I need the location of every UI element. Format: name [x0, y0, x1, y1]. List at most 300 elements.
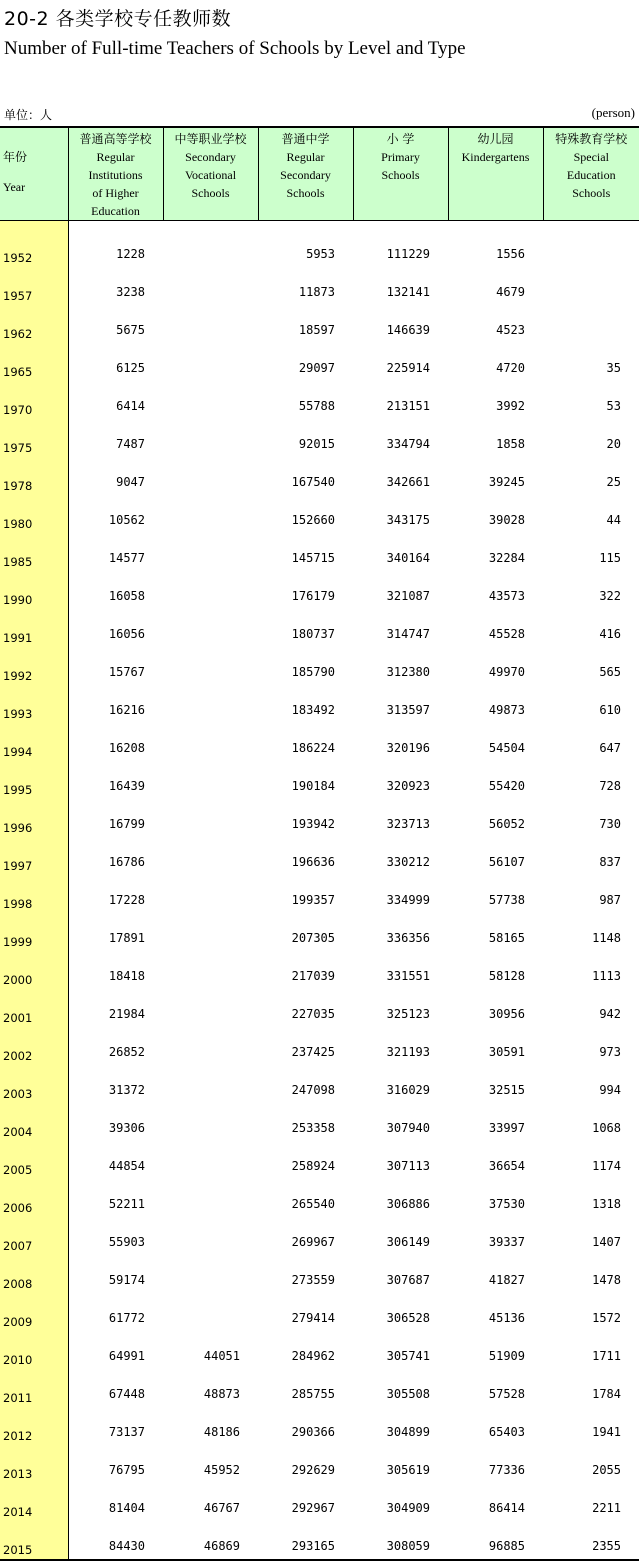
value-cell-secondary-vocational: [163, 1103, 258, 1141]
value-cell-regular-secondary: 5953: [306, 247, 335, 261]
value-cell-special-education: 35: [606, 361, 621, 375]
year-cell: 1952: [0, 221, 68, 268]
value-cell-kindergartens: 37530: [488, 1197, 525, 1211]
column-header-english-line: Schools: [572, 186, 611, 200]
column-header-english-line: Schools: [286, 186, 325, 200]
value-cell-higher-education: 52211: [108, 1197, 145, 1211]
value-cell-secondary-vocational: [163, 799, 258, 837]
value-cell-regular-secondary: 217039: [291, 969, 335, 983]
value-cell-special-education: 115: [599, 551, 621, 565]
column-header-english-line: Secondary: [280, 168, 331, 182]
value-cell-regular-secondary: 145715: [291, 551, 335, 565]
year-cell: 1962: [0, 305, 68, 343]
value-cell-higher-education: 14577: [108, 551, 145, 565]
table-row: [0, 989, 639, 1027]
year-cell: 1993: [0, 685, 68, 723]
column-header-primary: [353, 127, 448, 221]
value-cell-higher-education: 17891: [108, 931, 145, 945]
value-cell-regular-secondary: 92015: [298, 437, 335, 451]
value-cell-primary: 320196: [386, 741, 430, 755]
value-cell-secondary-vocational: [163, 761, 258, 799]
value-cell-regular-secondary: 273559: [291, 1273, 335, 1287]
year-cell: 1985: [0, 533, 68, 571]
value-cell-primary: 325123: [386, 1007, 430, 1021]
value-cell-higher-education: 76795: [108, 1463, 145, 1477]
column-header-english-line: Special: [573, 150, 609, 164]
value-cell-higher-education: 39306: [108, 1121, 145, 1135]
value-cell-higher-education: 15767: [108, 665, 145, 679]
value-cell-primary: 331551: [386, 969, 430, 983]
value-cell-primary: 307113: [386, 1159, 430, 1173]
table-body: [0, 221, 639, 1561]
value-cell-kindergartens: 32284: [488, 551, 525, 565]
value-cell-kindergartens: 39337: [488, 1235, 525, 1249]
value-cell-regular-secondary: 237425: [291, 1045, 335, 1059]
value-cell-special-education: 730: [599, 817, 621, 831]
value-cell-higher-education: 16056: [108, 627, 145, 641]
value-cell-kindergartens: 56052: [488, 817, 525, 831]
value-cell-special-education: 1148: [592, 931, 621, 945]
value-cell-higher-education: 6125: [116, 361, 145, 375]
table-row: [0, 1407, 639, 1445]
column-header-higher-education: [68, 127, 163, 221]
value-cell-special-education: 2355: [543, 1521, 639, 1560]
value-cell-kindergartens: 4720: [496, 361, 525, 375]
value-cell-primary: 336356: [386, 931, 430, 945]
value-cell-higher-education: 64991: [108, 1349, 145, 1363]
table-row: [0, 685, 639, 723]
column-header-english-line: Institutions: [88, 168, 143, 182]
value-cell-regular-secondary: 180737: [291, 627, 335, 641]
column-header-chinese: 中等职业学校: [174, 132, 247, 146]
column-header-chinese: 特殊教育学校: [555, 132, 628, 146]
year-cell: 1997: [0, 837, 68, 875]
value-cell-higher-education: 59174: [108, 1273, 145, 1287]
value-cell-primary: 340164: [386, 551, 430, 565]
table-row: [0, 1141, 639, 1179]
value-cell-higher-education: 16786: [108, 855, 145, 869]
value-cell-kindergartens: 57738: [488, 893, 525, 907]
value-cell-secondary-vocational: 46869: [163, 1521, 258, 1560]
value-cell-kindergartens: 49970: [488, 665, 525, 679]
value-cell-higher-education: 84430: [68, 1521, 163, 1560]
value-cell-kindergartens: 3992: [496, 399, 525, 413]
value-cell-primary: 308059: [353, 1521, 448, 1560]
year-cell: 1996: [0, 799, 68, 837]
value-cell-secondary-vocational: [163, 221, 258, 268]
value-cell-special-education: 728: [599, 779, 621, 793]
value-cell-secondary-vocational: [163, 419, 258, 457]
value-cell-secondary-vocational: [163, 495, 258, 533]
value-cell-special-education: 1318: [592, 1197, 621, 1211]
value-cell-primary: 306149: [386, 1235, 430, 1249]
column-header-english-line: Schools: [381, 168, 420, 182]
value-cell-secondary-vocational: [163, 723, 258, 761]
year-cell: 2015: [0, 1521, 68, 1560]
table-row: [0, 1369, 639, 1407]
value-cell-secondary-vocational: [163, 343, 258, 381]
value-cell-regular-secondary: 18597: [298, 323, 335, 337]
value-cell-kindergartens: 39028: [488, 513, 525, 527]
value-cell-primary: 330212: [386, 855, 430, 869]
value-cell-primary: 304899: [386, 1425, 430, 1439]
year-cell: 1999: [0, 913, 68, 951]
value-cell-higher-education: 44854: [108, 1159, 145, 1173]
column-header-english-line: Regular: [286, 150, 325, 164]
unit-label-english: (person): [591, 105, 635, 120]
table-header-row: [0, 127, 639, 221]
table-row: [0, 875, 639, 913]
column-header-secondary-vocational: [163, 127, 258, 221]
year-cell: 2013: [0, 1445, 68, 1483]
value-cell-special-education: 1068: [592, 1121, 621, 1135]
value-cell-regular-secondary: 167540: [291, 475, 335, 489]
value-cell-secondary-vocational: 45952: [203, 1463, 240, 1477]
value-cell-special-education: 20: [606, 437, 621, 451]
value-cell-kindergartens: 43573: [488, 589, 525, 603]
value-cell-secondary-vocational: [163, 1293, 258, 1331]
value-cell-kindergartens: 41827: [488, 1273, 525, 1287]
table-row: [0, 267, 639, 305]
value-cell-regular-secondary: 29097: [298, 361, 335, 375]
value-cell-secondary-vocational: [163, 685, 258, 723]
value-cell-primary: 342661: [386, 475, 430, 489]
column-header-english-line: Education: [91, 204, 140, 218]
year-cell: 1995: [0, 761, 68, 799]
value-cell-special-education: 1711: [592, 1349, 621, 1363]
value-cell-higher-education: 17228: [108, 893, 145, 907]
value-cell-higher-education: 61772: [108, 1311, 145, 1325]
table-row: [0, 381, 639, 419]
value-cell-primary: 307687: [386, 1273, 430, 1287]
year-column-header: [0, 127, 68, 221]
year-cell: 2009: [0, 1293, 68, 1331]
value-cell-kindergartens: 32515: [488, 1083, 525, 1097]
table-row: [0, 1331, 639, 1369]
year-cell: 2001: [0, 989, 68, 1027]
value-cell-primary: 306886: [386, 1197, 430, 1211]
column-header-regular-secondary: [258, 127, 353, 221]
value-cell-primary: 323713: [386, 817, 430, 831]
value-cell-higher-education: 16799: [108, 817, 145, 831]
value-cell-special-education: 1941: [592, 1425, 621, 1439]
year-cell: 2010: [0, 1331, 68, 1369]
table-row: [0, 221, 639, 268]
value-cell-kindergartens: 33997: [488, 1121, 525, 1135]
year-cell: 1998: [0, 875, 68, 913]
teachers-table: [0, 126, 639, 1561]
value-cell-regular-secondary: 269967: [291, 1235, 335, 1249]
column-header-chinese: 普通高等学校: [79, 132, 152, 146]
value-cell-special-education: 973: [599, 1045, 621, 1059]
table-row: [0, 1179, 639, 1217]
year-cell: 2004: [0, 1103, 68, 1141]
value-cell-primary: 306528: [386, 1311, 430, 1325]
value-cell-regular-secondary: 292629: [291, 1463, 335, 1477]
value-cell-special-education: [543, 267, 639, 305]
year-cell: 1992: [0, 647, 68, 685]
value-cell-secondary-vocational: [163, 305, 258, 343]
value-cell-higher-education: 16058: [108, 589, 145, 603]
value-cell-kindergartens: 30591: [488, 1045, 525, 1059]
value-cell-special-education: 647: [599, 741, 621, 755]
value-cell-secondary-vocational: [163, 457, 258, 495]
value-cell-regular-secondary: 247098: [291, 1083, 335, 1097]
year-cell: 2006: [0, 1179, 68, 1217]
table-row: [0, 1483, 639, 1521]
year-cell: 2000: [0, 951, 68, 989]
value-cell-regular-secondary: 186224: [291, 741, 335, 755]
value-cell-primary: 307940: [386, 1121, 430, 1135]
value-cell-kindergartens: 51909: [488, 1349, 525, 1363]
table-row: [0, 457, 639, 495]
value-cell-kindergartens: 45528: [488, 627, 525, 641]
value-cell-special-education: 44: [606, 513, 621, 527]
year-cell: 1957: [0, 267, 68, 305]
value-cell-regular-secondary: 183492: [291, 703, 335, 717]
table-row: [0, 1065, 639, 1103]
value-cell-kindergartens: 39245: [488, 475, 525, 489]
value-cell-secondary-vocational: [163, 267, 258, 305]
value-cell-higher-education: 5675: [116, 323, 145, 337]
value-cell-primary: 305508: [386, 1387, 430, 1401]
value-cell-higher-education: 1228: [116, 247, 145, 261]
table-row: [0, 1521, 639, 1560]
value-cell-special-education: 322: [599, 589, 621, 603]
table-row: [0, 1255, 639, 1293]
column-header-special-education: [543, 127, 639, 221]
value-cell-special-education: 1174: [592, 1159, 621, 1173]
value-cell-secondary-vocational: 48186: [203, 1425, 240, 1439]
table-row: [0, 1027, 639, 1065]
value-cell-secondary-vocational: [163, 1065, 258, 1103]
value-cell-kindergartens: 45136: [488, 1311, 525, 1325]
value-cell-kindergartens: 55420: [488, 779, 525, 793]
value-cell-primary: 314747: [386, 627, 430, 641]
value-cell-special-education: 610: [599, 703, 621, 717]
column-header-chinese: 普通中学: [281, 132, 330, 146]
value-cell-regular-secondary: 207305: [291, 931, 335, 945]
column-header-english-line: Schools: [191, 186, 230, 200]
table-row: [0, 1217, 639, 1255]
year-cell: 1990: [0, 571, 68, 609]
column-header-english-line: Regular: [96, 150, 135, 164]
table-row: [0, 951, 639, 989]
value-cell-regular-secondary: 11873: [298, 285, 335, 299]
value-cell-primary: 334794: [386, 437, 430, 451]
value-cell-higher-education: 16439: [108, 779, 145, 793]
column-header-english-line: Secondary: [185, 150, 236, 164]
value-cell-kindergartens: 77336: [488, 1463, 525, 1477]
value-cell-primary: 316029: [386, 1083, 430, 1097]
value-cell-secondary-vocational: [163, 533, 258, 571]
value-cell-kindergartens: 36654: [488, 1159, 525, 1173]
value-cell-special-education: 416: [599, 627, 621, 641]
value-cell-special-education: [543, 221, 639, 268]
column-header-english-line: Education: [566, 168, 616, 182]
value-cell-kindergartens: 4679: [496, 285, 525, 299]
value-cell-secondary-vocational: [163, 989, 258, 1027]
value-cell-secondary-vocational: [163, 609, 258, 647]
value-cell-primary: 313597: [386, 703, 430, 717]
value-cell-higher-education: 10562: [108, 513, 145, 527]
year-cell: 1965: [0, 343, 68, 381]
year-cell: 2007: [0, 1217, 68, 1255]
table-row: [0, 1103, 639, 1141]
table-row: [0, 723, 639, 761]
value-cell-secondary-vocational: [163, 1027, 258, 1065]
value-cell-secondary-vocational: [163, 1179, 258, 1217]
value-cell-special-education: 25: [606, 475, 621, 489]
value-cell-special-education: [543, 305, 639, 343]
column-header-english-line: of Higher: [92, 186, 139, 200]
value-cell-special-education: 565: [599, 665, 621, 679]
value-cell-special-education: 53: [606, 399, 621, 413]
value-cell-kindergartens: 96885: [448, 1521, 543, 1560]
table-row: [0, 799, 639, 837]
year-cell: 1991: [0, 609, 68, 647]
value-cell-regular-secondary: 253358: [291, 1121, 335, 1135]
value-cell-special-education: 837: [599, 855, 621, 869]
year-cell: 2003: [0, 1065, 68, 1103]
column-header-english-line: Vocational: [184, 168, 237, 182]
value-cell-higher-education: 6414: [116, 399, 145, 413]
value-cell-kindergartens: 54504: [488, 741, 525, 755]
value-cell-regular-secondary: 176179: [291, 589, 335, 603]
table-row: [0, 495, 639, 533]
year-cell: 1994: [0, 723, 68, 761]
value-cell-primary: 321087: [386, 589, 430, 603]
value-cell-primary: 312380: [386, 665, 430, 679]
year-cell: 2012: [0, 1407, 68, 1445]
value-cell-primary: 146639: [386, 323, 430, 337]
value-cell-special-education: 1478: [592, 1273, 621, 1287]
value-cell-higher-education: 31372: [108, 1083, 145, 1097]
year-cell: 1978: [0, 457, 68, 495]
unit-label-chinese: 单位：人: [4, 108, 53, 122]
year-cell: 2014: [0, 1483, 68, 1521]
table-row: [0, 1293, 639, 1331]
table-row: [0, 761, 639, 799]
value-cell-special-education: 942: [599, 1007, 621, 1021]
value-cell-higher-education: 55903: [108, 1235, 145, 1249]
value-cell-kindergartens: 1556: [496, 247, 525, 261]
value-cell-regular-secondary: 190184: [291, 779, 335, 793]
value-cell-higher-education: 21984: [108, 1007, 145, 1021]
table-row: [0, 609, 639, 647]
value-cell-kindergartens: 65403: [488, 1425, 525, 1439]
value-cell-primary: 320923: [386, 779, 430, 793]
value-cell-special-education: 1572: [592, 1311, 621, 1325]
value-cell-secondary-vocational: [163, 837, 258, 875]
value-cell-special-education: 987: [599, 893, 621, 907]
value-cell-regular-secondary: 152660: [291, 513, 335, 527]
table-row: [0, 571, 639, 609]
value-cell-secondary-vocational: 48873: [203, 1387, 240, 1401]
value-cell-primary: 334999: [386, 893, 430, 907]
value-cell-higher-education: 16208: [108, 741, 145, 755]
value-cell-primary: 305741: [386, 1349, 430, 1363]
value-cell-kindergartens: 57528: [488, 1387, 525, 1401]
column-header-kindergartens: [448, 127, 543, 221]
value-cell-regular-secondary: 258924: [291, 1159, 335, 1173]
table-row: [0, 343, 639, 381]
value-cell-kindergartens: 1858: [496, 437, 525, 451]
column-header-chinese: 小 学: [386, 132, 415, 146]
value-cell-special-education: 2211: [592, 1501, 621, 1515]
value-cell-kindergartens: 4523: [496, 323, 525, 337]
value-cell-higher-education: 9047: [116, 475, 145, 489]
table-row: [0, 305, 639, 343]
value-cell-regular-secondary: 279414: [291, 1311, 335, 1325]
year-header-english: Year: [3, 180, 26, 194]
value-cell-primary: 304909: [386, 1501, 430, 1515]
value-cell-special-education: 1784: [592, 1387, 621, 1401]
value-cell-kindergartens: 58165: [488, 931, 525, 945]
year-cell: 2002: [0, 1027, 68, 1065]
year-header-chinese: 年份: [3, 150, 28, 164]
value-cell-regular-secondary: 290366: [291, 1425, 335, 1439]
table-row: [0, 837, 639, 875]
value-cell-primary: 132141: [386, 285, 430, 299]
value-cell-special-education: 1113: [592, 969, 621, 983]
value-cell-higher-education: 16216: [108, 703, 145, 717]
year-cell: 1975: [0, 419, 68, 457]
value-cell-regular-secondary: 227035: [291, 1007, 335, 1021]
value-cell-primary: 225914: [386, 361, 430, 375]
value-cell-primary: 305619: [386, 1463, 430, 1477]
value-cell-kindergartens: 86414: [488, 1501, 525, 1515]
value-cell-kindergartens: 49873: [488, 703, 525, 717]
value-cell-regular-secondary: 196636: [291, 855, 335, 869]
value-cell-secondary-vocational: [163, 1217, 258, 1255]
value-cell-kindergartens: 30956: [488, 1007, 525, 1021]
value-cell-higher-education: 7487: [116, 437, 145, 451]
value-cell-special-education: 994: [599, 1083, 621, 1097]
year-cell: 1970: [0, 381, 68, 419]
value-cell-higher-education: 67448: [108, 1387, 145, 1401]
value-cell-regular-secondary: 285755: [291, 1387, 335, 1401]
column-header-english-line: Primary: [381, 150, 420, 164]
year-cell: 2008: [0, 1255, 68, 1293]
page-title-chinese: 20-2 各类学校专任教师数: [4, 8, 232, 30]
value-cell-regular-secondary: 193942: [291, 817, 335, 831]
value-cell-special-education: 2055: [592, 1463, 621, 1477]
column-header-english-line: Kindergartens: [461, 150, 530, 164]
table-row: [0, 913, 639, 951]
value-cell-secondary-vocational: [163, 381, 258, 419]
value-cell-higher-education: 73137: [108, 1425, 145, 1439]
table-row: [0, 533, 639, 571]
table-row: [0, 1445, 639, 1483]
year-cell: 2005: [0, 1141, 68, 1179]
value-cell-secondary-vocational: [163, 875, 258, 913]
table-row: [0, 647, 639, 685]
value-cell-regular-secondary: 292967: [291, 1501, 335, 1515]
value-cell-secondary-vocational: [163, 913, 258, 951]
column-header-chinese: 幼儿园: [477, 132, 514, 146]
value-cell-regular-secondary: 55788: [298, 399, 335, 413]
value-cell-secondary-vocational: 44051: [203, 1349, 240, 1363]
table-row: [0, 419, 639, 457]
value-cell-kindergartens: 56107: [488, 855, 525, 869]
value-cell-primary: 321193: [386, 1045, 430, 1059]
value-cell-higher-education: 81404: [108, 1501, 145, 1515]
value-cell-regular-secondary: 265540: [291, 1197, 335, 1211]
year-cell: 1980: [0, 495, 68, 533]
value-cell-higher-education: 18418: [108, 969, 145, 983]
value-cell-secondary-vocational: [163, 647, 258, 685]
